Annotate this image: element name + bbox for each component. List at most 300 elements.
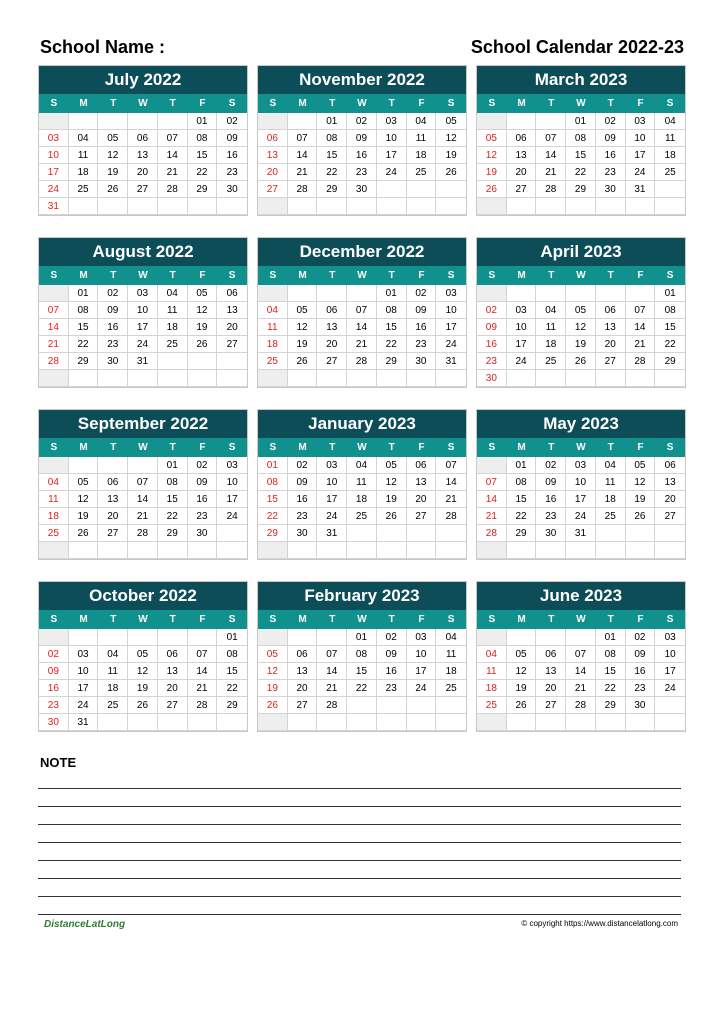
- day-cell: [536, 629, 566, 646]
- day-cell: 03: [436, 285, 466, 302]
- day-cell: 10: [317, 474, 347, 491]
- day-cell: 18: [655, 147, 685, 164]
- day-cell: 02: [377, 629, 407, 646]
- note-line: [38, 825, 681, 843]
- day-cell: 20: [98, 508, 128, 525]
- day-cell: 06: [507, 130, 537, 147]
- day-cell: 22: [188, 164, 218, 181]
- day-cell: 04: [407, 113, 437, 130]
- note-line: [38, 807, 681, 825]
- month-calendar: [257, 65, 467, 216]
- day-cell: 08: [507, 474, 537, 491]
- day-cell: 19: [377, 491, 407, 508]
- day-cell: 24: [655, 680, 685, 697]
- day-cell: 20: [217, 319, 247, 336]
- day-cell: 06: [317, 302, 347, 319]
- day-cell: [566, 542, 596, 559]
- day-cell: 01: [596, 629, 626, 646]
- day-grid: [477, 629, 685, 731]
- weekday-label: S: [228, 614, 236, 625]
- day-grid: [39, 285, 247, 387]
- day-cell: [158, 629, 188, 646]
- note-line: [38, 879, 681, 897]
- day-cell: 18: [69, 164, 99, 181]
- day-cell: 13: [596, 319, 626, 336]
- weekday-label: T: [329, 98, 336, 109]
- day-cell: 15: [158, 491, 188, 508]
- sunday-cell: [477, 542, 507, 559]
- day-cell: 20: [407, 491, 437, 508]
- day-cell: 08: [655, 302, 685, 319]
- day-cell: 15: [347, 663, 377, 680]
- day-cell: 21: [347, 336, 377, 353]
- day-cell: 14: [317, 663, 347, 680]
- day-cell: 12: [188, 302, 218, 319]
- note-line: [38, 843, 681, 861]
- day-cell: 28: [536, 181, 566, 198]
- day-cell: 07: [158, 130, 188, 147]
- day-cell: 02: [596, 113, 626, 130]
- day-cell: 25: [98, 697, 128, 714]
- day-cell: 26: [626, 508, 656, 525]
- weekday-header: [258, 610, 466, 629]
- day-cell: 22: [317, 164, 347, 181]
- day-cell: [566, 370, 596, 387]
- day-cell: 31: [436, 353, 466, 370]
- sunday-cell: 30: [477, 370, 507, 387]
- day-cell: 03: [69, 646, 99, 663]
- day-cell: 04: [98, 646, 128, 663]
- sunday-cell: 29: [258, 525, 288, 542]
- day-cell: 15: [655, 319, 685, 336]
- day-cell: [655, 525, 685, 542]
- day-cell: [536, 285, 566, 302]
- day-cell: [317, 370, 347, 387]
- month-title: May 2023: [477, 410, 685, 438]
- day-cell: 17: [655, 663, 685, 680]
- sunday-cell: [258, 285, 288, 302]
- sunday-cell: 21: [39, 336, 69, 353]
- day-cell: 10: [626, 130, 656, 147]
- sunday-cell: [477, 457, 507, 474]
- day-cell: 14: [347, 319, 377, 336]
- day-cell: 04: [158, 285, 188, 302]
- day-cell: [407, 198, 437, 215]
- weekday-label: T: [548, 270, 555, 281]
- month-calendar: [38, 409, 248, 560]
- sunday-cell: [39, 113, 69, 130]
- day-cell: 25: [436, 680, 466, 697]
- day-cell: 25: [347, 508, 377, 525]
- sunday-cell: [258, 198, 288, 215]
- note-lines: [38, 771, 681, 915]
- weekday-label: T: [169, 614, 176, 625]
- day-cell: 08: [317, 130, 347, 147]
- day-cell: [288, 370, 318, 387]
- day-cell: [128, 714, 158, 731]
- month-grid: [38, 65, 686, 732]
- weekday-header: [39, 610, 247, 629]
- day-cell: 11: [158, 302, 188, 319]
- day-cell: [128, 370, 158, 387]
- sunday-cell: 14: [39, 319, 69, 336]
- weekday-label: S: [447, 442, 455, 453]
- copyright-text: © copyright https://www.distancelatlong.com: [521, 919, 678, 928]
- weekday-label: T: [329, 442, 336, 453]
- day-cell: 03: [507, 302, 537, 319]
- day-cell: [317, 285, 347, 302]
- day-cell: 13: [288, 663, 318, 680]
- day-grid: [39, 457, 247, 559]
- day-cell: 13: [507, 147, 537, 164]
- day-cell: 18: [436, 663, 466, 680]
- day-cell: [188, 542, 218, 559]
- day-cell: 29: [566, 181, 596, 198]
- day-cell: 19: [69, 508, 99, 525]
- day-cell: 24: [217, 508, 247, 525]
- day-cell: 31: [566, 525, 596, 542]
- day-cell: 30: [347, 181, 377, 198]
- day-cell: 20: [128, 164, 158, 181]
- day-cell: [217, 542, 247, 559]
- day-cell: 24: [626, 164, 656, 181]
- sunday-cell: 19: [477, 164, 507, 181]
- day-cell: 27: [655, 508, 685, 525]
- sunday-cell: 21: [477, 508, 507, 525]
- month-calendar: [476, 237, 686, 388]
- weekday-label: W: [138, 614, 148, 625]
- sunday-cell: 02: [477, 302, 507, 319]
- weekday-header: [258, 438, 466, 457]
- day-cell: 30: [188, 525, 218, 542]
- day-cell: [98, 198, 128, 215]
- day-cell: 22: [507, 508, 537, 525]
- day-cell: [507, 198, 537, 215]
- day-cell: 19: [566, 336, 596, 353]
- day-cell: 19: [436, 147, 466, 164]
- day-cell: 09: [596, 130, 626, 147]
- day-cell: 07: [566, 646, 596, 663]
- day-cell: [655, 714, 685, 731]
- day-cell: [377, 542, 407, 559]
- day-cell: [288, 542, 318, 559]
- weekday-header: [477, 438, 685, 457]
- weekday-header: [39, 266, 247, 285]
- day-cell: 10: [128, 302, 158, 319]
- day-cell: 03: [317, 457, 347, 474]
- day-cell: [217, 714, 247, 731]
- day-cell: 19: [128, 680, 158, 697]
- day-cell: 07: [536, 130, 566, 147]
- weekday-label: T: [169, 442, 176, 453]
- day-cell: 31: [128, 353, 158, 370]
- weekday-label: T: [548, 442, 555, 453]
- day-grid: [477, 113, 685, 215]
- day-cell: 14: [188, 663, 218, 680]
- sunday-cell: 09: [39, 663, 69, 680]
- day-cell: 10: [436, 302, 466, 319]
- month-title: June 2023: [477, 582, 685, 610]
- day-cell: [566, 285, 596, 302]
- day-cell: 13: [217, 302, 247, 319]
- day-cell: [128, 457, 158, 474]
- day-cell: 08: [377, 302, 407, 319]
- day-cell: [377, 181, 407, 198]
- day-cell: 14: [626, 319, 656, 336]
- day-cell: 22: [69, 336, 99, 353]
- day-cell: [596, 714, 626, 731]
- weekday-label: S: [488, 270, 496, 281]
- weekday-label: W: [576, 442, 586, 453]
- sunday-cell: [258, 370, 288, 387]
- weekday-label: S: [50, 614, 58, 625]
- day-cell: [188, 198, 218, 215]
- month-calendar: [38, 237, 248, 388]
- day-cell: 20: [655, 491, 685, 508]
- weekday-label: M: [517, 614, 526, 625]
- day-cell: [317, 714, 347, 731]
- day-cell: 20: [507, 164, 537, 181]
- day-cell: [98, 113, 128, 130]
- day-cell: 10: [217, 474, 247, 491]
- day-cell: 21: [626, 336, 656, 353]
- weekday-label: T: [548, 614, 555, 625]
- day-cell: [377, 714, 407, 731]
- day-cell: [626, 542, 656, 559]
- sunday-cell: 18: [258, 336, 288, 353]
- day-cell: 30: [217, 181, 247, 198]
- day-cell: 15: [596, 663, 626, 680]
- day-cell: [536, 542, 566, 559]
- day-cell: 09: [98, 302, 128, 319]
- day-cell: 07: [317, 646, 347, 663]
- weekday-label: S: [666, 442, 674, 453]
- day-cell: 24: [69, 697, 99, 714]
- calendar-title: School Calendar 2022-23: [470, 37, 684, 57]
- day-cell: 12: [626, 474, 656, 491]
- day-cell: 28: [347, 353, 377, 370]
- month-title: October 2022: [39, 582, 247, 610]
- day-cell: 24: [377, 164, 407, 181]
- day-cell: 08: [217, 646, 247, 663]
- weekday-label: S: [228, 442, 236, 453]
- day-cell: 28: [158, 181, 188, 198]
- day-grid: [258, 113, 466, 215]
- weekday-label: W: [576, 614, 586, 625]
- weekday-label: T: [329, 614, 336, 625]
- sunday-cell: 25: [258, 353, 288, 370]
- month-calendar: [476, 581, 686, 732]
- weekday-label: F: [199, 442, 206, 453]
- day-cell: 06: [217, 285, 247, 302]
- sunday-cell: [258, 113, 288, 130]
- day-cell: 22: [347, 680, 377, 697]
- day-cell: 09: [347, 130, 377, 147]
- day-cell: 11: [536, 319, 566, 336]
- day-cell: [436, 542, 466, 559]
- sunday-cell: 20: [258, 164, 288, 181]
- day-cell: 29: [655, 353, 685, 370]
- sunday-cell: 24: [39, 181, 69, 198]
- sunday-cell: 11: [477, 663, 507, 680]
- day-cell: [436, 198, 466, 215]
- day-cell: [69, 457, 99, 474]
- day-cell: 24: [566, 508, 596, 525]
- day-cell: 21: [158, 164, 188, 181]
- day-cell: [217, 370, 247, 387]
- day-cell: 16: [188, 491, 218, 508]
- weekday-label: M: [298, 270, 307, 281]
- day-cell: [626, 285, 656, 302]
- day-cell: [626, 370, 656, 387]
- month-title: February 2023: [258, 582, 466, 610]
- day-cell: 22: [217, 680, 247, 697]
- day-cell: 30: [596, 181, 626, 198]
- day-cell: 14: [158, 147, 188, 164]
- month-title: July 2022: [39, 66, 247, 94]
- day-cell: 13: [317, 319, 347, 336]
- day-cell: [347, 198, 377, 215]
- note-title: NOTE: [40, 755, 77, 770]
- sunday-cell: [39, 629, 69, 646]
- sunday-cell: 05: [477, 130, 507, 147]
- day-cell: 25: [536, 353, 566, 370]
- day-cell: 28: [188, 697, 218, 714]
- day-cell: 25: [655, 164, 685, 181]
- day-cell: 10: [566, 474, 596, 491]
- day-cell: 02: [626, 629, 656, 646]
- day-grid: [39, 629, 247, 731]
- day-cell: 27: [217, 336, 247, 353]
- sunday-cell: 26: [477, 181, 507, 198]
- day-cell: [128, 629, 158, 646]
- day-cell: [436, 697, 466, 714]
- day-cell: 14: [566, 663, 596, 680]
- day-cell: [407, 525, 437, 542]
- day-cell: 03: [566, 457, 596, 474]
- day-cell: [217, 198, 247, 215]
- weekday-label: F: [199, 270, 206, 281]
- weekday-header: [39, 94, 247, 113]
- day-cell: [566, 714, 596, 731]
- weekday-label: S: [228, 98, 236, 109]
- sunday-cell: 23: [477, 353, 507, 370]
- day-cell: 29: [317, 181, 347, 198]
- sunday-cell: 18: [39, 508, 69, 525]
- weekday-label: S: [447, 614, 455, 625]
- month-title: January 2023: [258, 410, 466, 438]
- weekday-label: M: [298, 614, 307, 625]
- day-cell: 20: [536, 680, 566, 697]
- sunday-cell: [477, 113, 507, 130]
- weekday-label: S: [488, 442, 496, 453]
- sunday-cell: 01: [258, 457, 288, 474]
- day-cell: [347, 525, 377, 542]
- day-cell: 23: [536, 508, 566, 525]
- day-cell: 28: [317, 697, 347, 714]
- sunday-cell: [258, 714, 288, 731]
- day-cell: 02: [536, 457, 566, 474]
- day-cell: [69, 629, 99, 646]
- day-cell: [128, 113, 158, 130]
- sunday-cell: 25: [477, 697, 507, 714]
- day-cell: 07: [626, 302, 656, 319]
- sunday-cell: [258, 542, 288, 559]
- day-cell: 01: [188, 113, 218, 130]
- day-cell: 11: [347, 474, 377, 491]
- day-cell: 02: [217, 113, 247, 130]
- weekday-label: F: [418, 98, 425, 109]
- weekday-label: T: [607, 442, 614, 453]
- day-cell: 20: [317, 336, 347, 353]
- weekday-label: W: [138, 270, 148, 281]
- day-cell: 11: [596, 474, 626, 491]
- day-cell: 05: [288, 302, 318, 319]
- weekday-label: F: [418, 270, 425, 281]
- day-cell: 29: [158, 525, 188, 542]
- day-cell: [436, 181, 466, 198]
- weekday-label: S: [50, 270, 58, 281]
- weekday-label: F: [637, 614, 644, 625]
- day-cell: 30: [626, 697, 656, 714]
- sunday-cell: 22: [258, 508, 288, 525]
- day-cell: 31: [626, 181, 656, 198]
- day-cell: [507, 542, 537, 559]
- day-cell: 10: [655, 646, 685, 663]
- day-cell: 10: [377, 130, 407, 147]
- sunday-cell: 30: [39, 714, 69, 731]
- day-cell: [626, 525, 656, 542]
- day-cell: 16: [377, 663, 407, 680]
- weekday-label: T: [548, 98, 555, 109]
- day-cell: 07: [188, 646, 218, 663]
- day-cell: 19: [98, 164, 128, 181]
- day-cell: 29: [507, 525, 537, 542]
- weekday-label: S: [269, 98, 277, 109]
- day-cell: 17: [507, 336, 537, 353]
- day-cell: 08: [69, 302, 99, 319]
- day-cell: 02: [288, 457, 318, 474]
- day-cell: 27: [128, 181, 158, 198]
- sunday-cell: [39, 542, 69, 559]
- day-cell: [655, 542, 685, 559]
- weekday-label: T: [169, 98, 176, 109]
- day-cell: 01: [566, 113, 596, 130]
- day-cell: 18: [98, 680, 128, 697]
- day-cell: 10: [507, 319, 537, 336]
- day-cell: 17: [436, 319, 466, 336]
- day-cell: 26: [98, 181, 128, 198]
- day-cell: 12: [288, 319, 318, 336]
- day-cell: 14: [288, 147, 318, 164]
- day-cell: 07: [436, 457, 466, 474]
- day-cell: 17: [377, 147, 407, 164]
- day-cell: [436, 525, 466, 542]
- day-cell: [69, 198, 99, 215]
- day-cell: 27: [507, 181, 537, 198]
- day-cell: 14: [436, 474, 466, 491]
- day-cell: [158, 113, 188, 130]
- day-cell: 24: [507, 353, 537, 370]
- weekday-label: F: [637, 270, 644, 281]
- day-cell: [407, 697, 437, 714]
- day-cell: 13: [536, 663, 566, 680]
- day-cell: 12: [436, 130, 466, 147]
- month-title: November 2022: [258, 66, 466, 94]
- day-cell: [507, 113, 537, 130]
- sunday-cell: 16: [477, 336, 507, 353]
- sunday-cell: 14: [477, 491, 507, 508]
